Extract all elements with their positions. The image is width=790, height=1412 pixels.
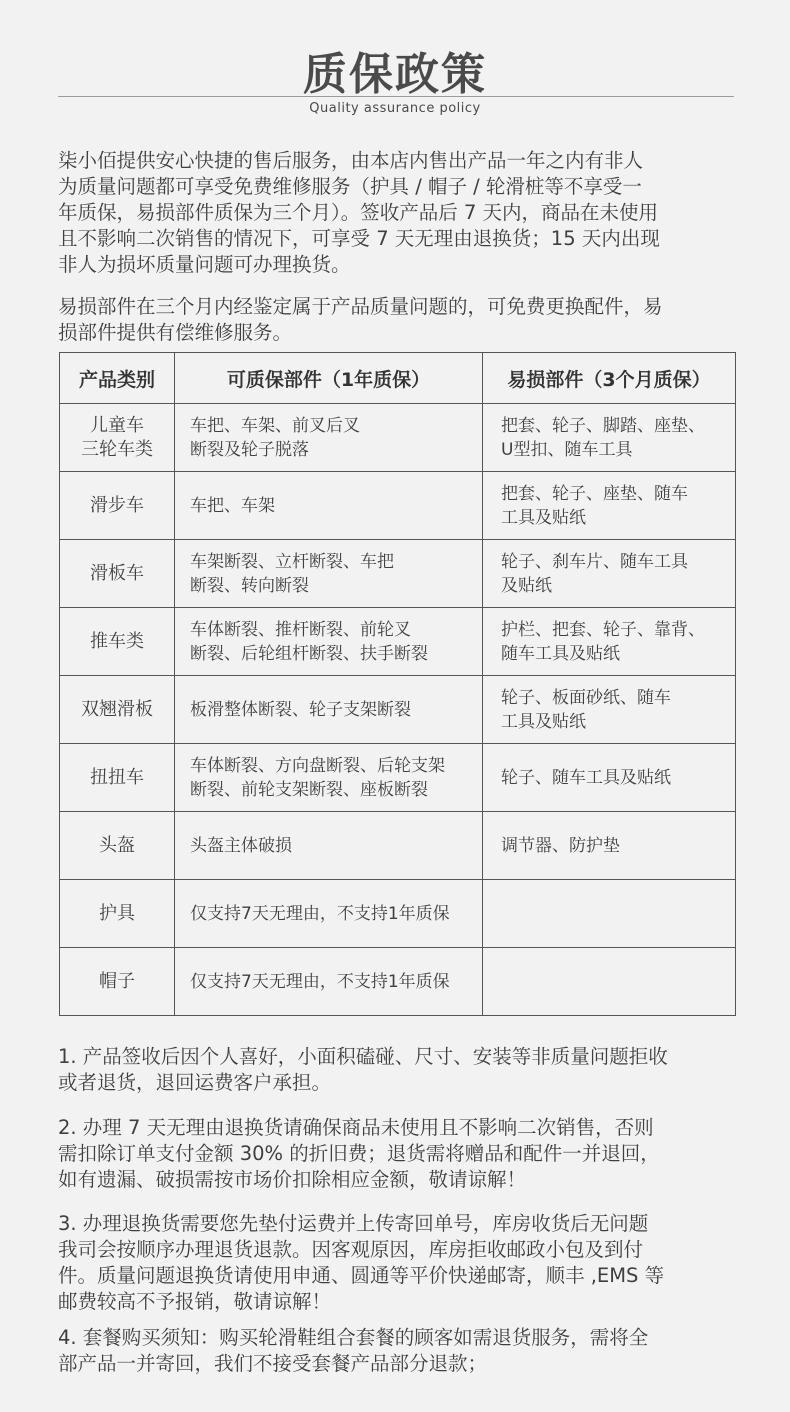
wear-cell [483, 880, 736, 948]
warranty-cell: 仅支持7天无理由，不支持1年质保 [175, 880, 483, 948]
header-warranty-parts: 可质保部件（1年质保） [175, 353, 483, 404]
title-divider [58, 96, 734, 97]
note-line: 或者退货，退回运费客户承担。 [58, 1071, 332, 1094]
wear-cell: 把套、轮子、座垫、随车 工具及贴纸 [483, 472, 736, 540]
intro-line: 易损部件在三个月内经鉴定属于产品质量问题的，可免费更换配件，易 [58, 295, 663, 318]
note-3 [58, 1211, 738, 1315]
note-line: 4. 套餐购买须知：购买轮滑鞋组合套餐的顾客如需退货服务，需将全 [58, 1326, 649, 1349]
intro-line: 为质量问题都可享受免费维修服务（护具 / 帽子 / 轮滑桩等不享受一 [58, 175, 642, 198]
category-cell: 头盔 [60, 812, 175, 880]
intro-line: 非人为损坏质量问题可办理换货。 [58, 253, 351, 276]
warranty-table [59, 352, 736, 1016]
table-row [60, 812, 736, 880]
intro-line: 柒小佰提供安心快捷的售后服务，由本店内售出产品一年之内有非人 [58, 149, 644, 172]
wear-cell: 轮子、随车工具及贴纸 [483, 744, 736, 812]
table-row [60, 744, 736, 812]
note-line: 我司会按顺序办理退货退款。因客观原因，库房拒收邮政小包及到付 [58, 1238, 644, 1261]
category-cell: 扭扭车 [60, 744, 175, 812]
table-row [60, 472, 736, 540]
table-row [60, 880, 736, 948]
note-1 [58, 1044, 738, 1096]
note-4 [58, 1325, 738, 1377]
warranty-cell: 车把、车架、前叉后叉 断裂及轮子脱落 [175, 404, 483, 472]
warranty-cell: 车架断裂、立杆断裂、车把 断裂、转向断裂 [175, 540, 483, 608]
note-line: 如有遗漏、破损需按市场价扣除相应金额，敬请谅解！ [58, 1168, 527, 1191]
table-row [60, 404, 736, 472]
note-2 [58, 1115, 738, 1193]
note-line: 3. 办理退换货需要您先垫付运费并上传寄回单号，库房收货后无问题 [58, 1212, 649, 1235]
header-wear-parts: 易损部件（3个月质保） [483, 353, 736, 404]
category-cell: 滑板车 [60, 540, 175, 608]
note-line: 2. 办理 7 天无理由退换货请确保商品未使用且不影响二次销售，否则 [58, 1116, 654, 1139]
intro-line: 且不影响二次销售的情况下，可享受 7 天无理由退换货；15 天内出现 [58, 227, 660, 250]
table-row [60, 948, 736, 1016]
intro-paragraph-1 [58, 148, 738, 278]
warranty-cell: 车体断裂、方向盘断裂、后轮支架 断裂、前轮支架断裂、座板断裂 [175, 744, 483, 812]
wear-cell: 护栏、把套、轮子、靠背、 随车工具及贴纸 [483, 608, 736, 676]
category-cell: 推车类 [60, 608, 175, 676]
table-header-row [60, 353, 736, 404]
wear-cell: 轮子、刹车片、随车工具 及贴纸 [483, 540, 736, 608]
page-title: 质保政策 [303, 49, 487, 100]
category-cell: 滑步车 [60, 472, 175, 540]
intro-line: 年质保，易损部件质保为三个月）。签收产品后 7 天内，商品在未使用 [58, 201, 659, 224]
wear-cell: 调节器、防护垫 [483, 812, 736, 880]
wear-cell: 轮子、板面砂纸、随车 工具及贴纸 [483, 676, 736, 744]
table-row [60, 676, 736, 744]
note-line: 需扣除订单支付金额 30% 的折旧费；退货需将赠品和配件一并退回， [58, 1142, 660, 1165]
category-cell: 儿童车 三轮车类 [60, 404, 175, 472]
warranty-cell: 头盔主体破损 [175, 812, 483, 880]
note-line: 件。质量问题退换货请使用申通、圆通等平价快递邮寄，顺丰 ,EMS 等 [58, 1264, 665, 1287]
category-cell: 双翘滑板 [60, 676, 175, 744]
warranty-cell: 车体断裂、推杆断裂、前轮叉 断裂、后轮组杆断裂、扶手断裂 [175, 608, 483, 676]
note-line: 邮费较高不予报销，敬请谅解！ [58, 1290, 332, 1313]
intro-line: 损部件提供有偿维修服务。 [58, 321, 293, 344]
wear-cell [483, 948, 736, 1016]
category-cell: 护具 [60, 880, 175, 948]
category-cell: 帽子 [60, 948, 175, 1016]
intro-paragraph-2 [58, 294, 738, 346]
table-row [60, 608, 736, 676]
table-row [60, 540, 736, 608]
page-subtitle: Quality assurance policy [309, 101, 481, 116]
warranty-cell: 车把、车架 [175, 472, 483, 540]
note-line: 1. 产品签收后因个人喜好，小面积磕碰、尺寸、安装等非质量问题拒收 [58, 1045, 668, 1068]
header-category: 产品类别 [60, 353, 175, 404]
warranty-cell: 板滑整体断裂、轮子支架断裂 [175, 676, 483, 744]
warranty-cell: 仅支持7天无理由，不支持1年质保 [175, 948, 483, 1016]
note-line: 部产品一并寄回，我们不接受套餐产品部分退款； [58, 1352, 488, 1375]
wear-cell: 把套、轮子、脚踏、座垫、 U型扣、随车工具 [483, 404, 736, 472]
